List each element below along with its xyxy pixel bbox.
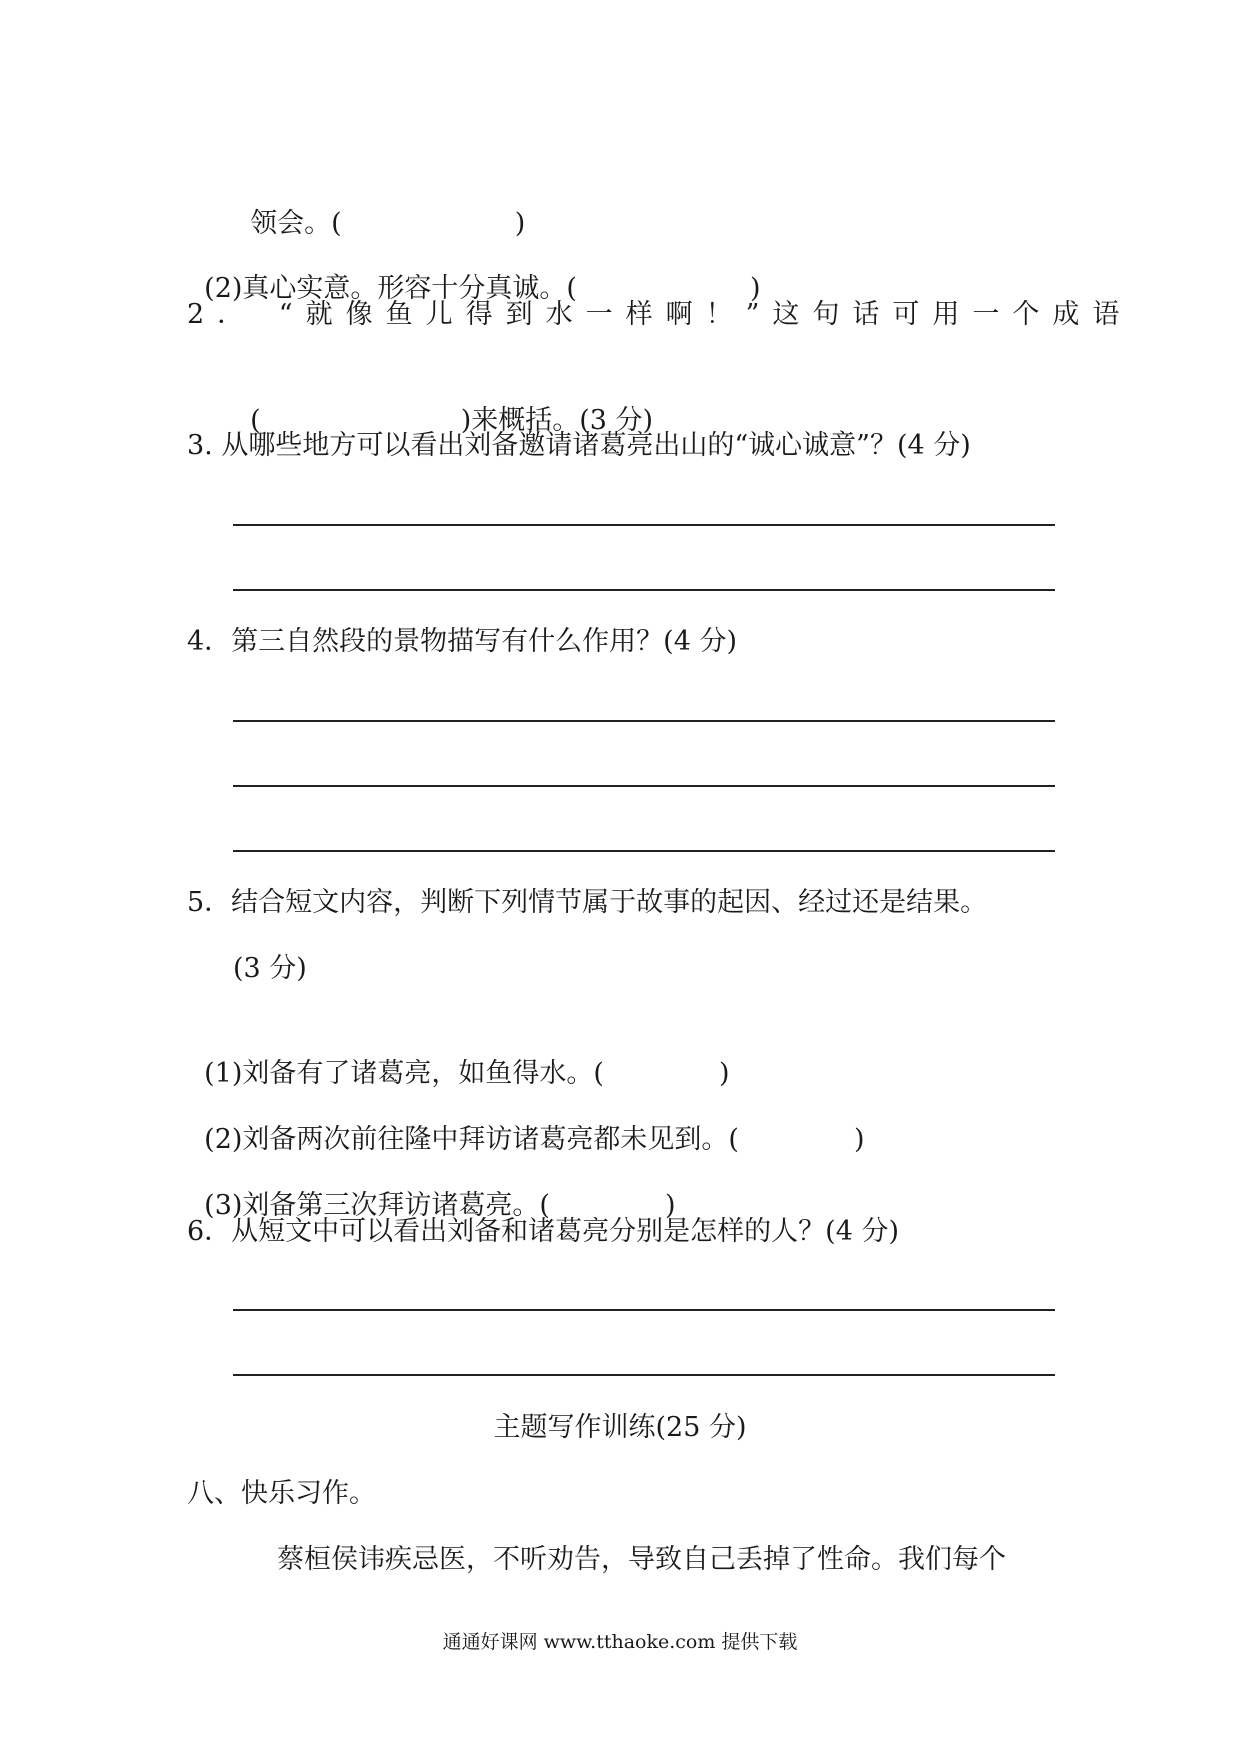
q5-item-2-paren-close: ) (853, 1124, 865, 1155)
q1-2-paren-open: ( (566, 273, 577, 304)
q1-1-paren-close: ) (514, 208, 526, 239)
part8-heading: 八、快乐习作。 (187, 1478, 376, 1509)
q1-2-text: (2)真心实意。形容十分真诚。 (204, 273, 567, 304)
q1-1-text: 领会。 (250, 208, 332, 239)
q4-answer-line-1[interactable] (233, 720, 1055, 722)
q5-item-2-text: (2)刘备两次前往隆中拜访诸葛亮都未见到。 (204, 1124, 729, 1155)
q6-answer-line-2[interactable] (233, 1374, 1055, 1376)
q5-item-1-text: (1)刘备有了诸葛亮，如鱼得水。 (204, 1058, 594, 1089)
q3-question: 3. 从哪些地方可以看出刘备邀请诸葛亮出山的“诚心诚意”？(4 分) (187, 430, 971, 461)
q2-line1: 2． “就像鱼儿得到水一样啊！”这句话可用一个成语 (187, 299, 1133, 330)
q3-answer-line-1[interactable] (233, 524, 1055, 526)
q2-tail: 来概括。(3 分) (471, 405, 654, 436)
q4-question: 4．第三自然段的景物描写有什么作用？(4 分) (187, 626, 738, 657)
q5-item-3-paren-open: ( (539, 1190, 550, 1221)
q5-item-1-paren-open: ( (593, 1058, 604, 1089)
q5-item-3-paren-close: ) (664, 1190, 676, 1221)
section-title: 主题写作训练(25 分) (493, 1412, 747, 1443)
q6-answer-line-1[interactable] (233, 1309, 1055, 1311)
q1-2-paren-close: ) (749, 273, 761, 304)
q4-answer-line-2[interactable] (233, 785, 1055, 787)
q2-paren-open: ( (250, 405, 261, 436)
q2-paren-close: ) (460, 405, 472, 436)
q1-1-paren-open: ( (331, 208, 342, 239)
q5-item-3-text: (3)刘备第三次拜访诸葛亮。 (204, 1190, 540, 1221)
q5-item-2-paren-open: ( (728, 1124, 739, 1155)
q5-item-1-paren-close: ) (718, 1058, 730, 1089)
part8-body: 蔡桓侯讳疾忌医，不听劝告，导致自己丢掉了性命。我们每个 (277, 1544, 1006, 1575)
q5-line2: (3 分) (233, 953, 307, 984)
q6-question: 6．从短文中可以看出刘备和诸葛亮分别是怎样的人？(4 分) (187, 1216, 900, 1247)
q3-answer-line-2[interactable] (233, 589, 1055, 591)
q5-line1: 5．结合短文内容，判断下列情节属于故事的起因、经过还是结果。 (187, 887, 988, 918)
q4-answer-line-3[interactable] (233, 850, 1055, 852)
footer-download-note: 通通好课网 www.tthaoke.com 提供下载 (442, 1631, 798, 1653)
